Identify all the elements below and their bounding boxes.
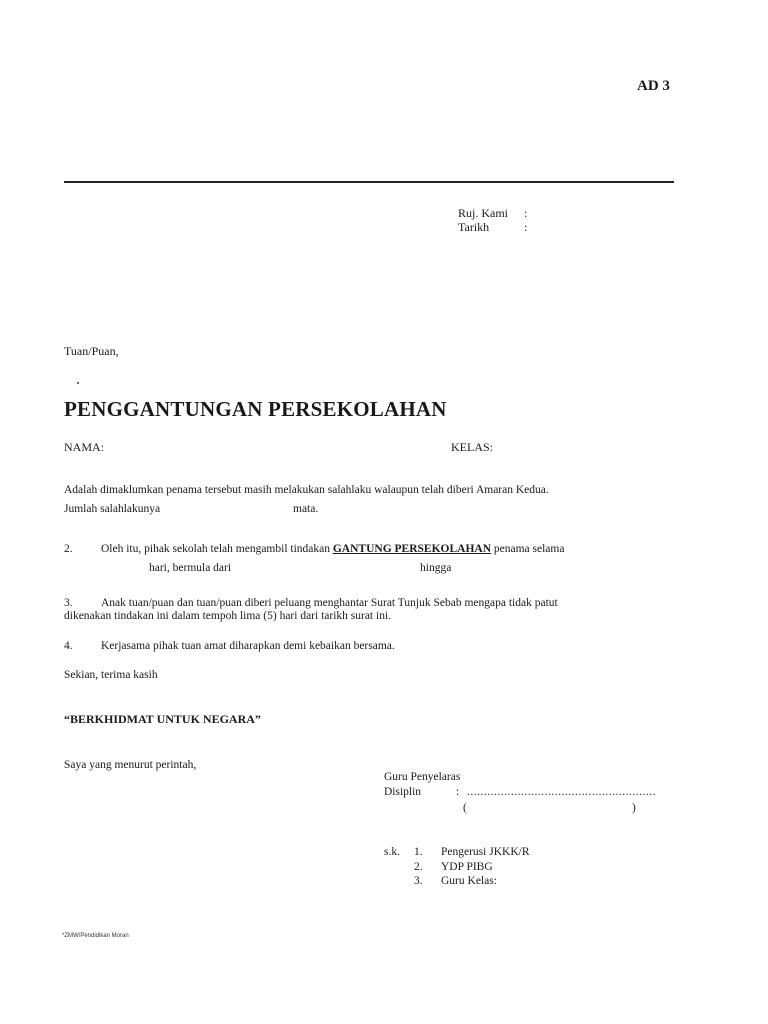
sk-item-2-text: YDP PIBG — [441, 861, 493, 873]
para3-line1: Anak tuan/puan dan tuan/puan diberi peluang menghantar Surat Tunjuk Sebab mengapa tidak patut — [101, 597, 558, 609]
header-divider — [64, 181, 674, 183]
sk-item-3-text: Guru Kelas: — [441, 875, 497, 887]
jumlah-label: Jumlah salahlakunya — [64, 503, 161, 515]
para1-line1: Adalah dimaklumkan penama tersebut masih melakukan salahlaku walaupun telah diberi Amaran Kedua. — [64, 484, 549, 496]
scan-speck — [77, 382, 79, 384]
name-close-paren: ) — [632, 802, 636, 814]
tarikh-colon: : — [524, 220, 528, 234]
sk-label: s.k. — [384, 846, 400, 858]
mata-label: mata. — [293, 503, 319, 515]
kelas-label: KELAS: — [451, 440, 493, 454]
signature-line: ........................................................ — [467, 786, 656, 798]
para3-line2: dikenakan tindakan ini dalam tempoh lima (5) hari dari tarikh surat ini. — [64, 610, 392, 622]
gantung-emphasis: GANTUNG PERSEKOLAHAN — [332, 543, 492, 555]
para4-number: 4. — [64, 640, 73, 652]
hari-label: hari, bermula dari — [149, 562, 232, 574]
para3-number: 3. — [64, 597, 73, 609]
signatory-colon: : — [456, 786, 460, 798]
ruj-kami-label: Ruj. Kami — [458, 206, 508, 220]
sk-item-1-text: Pengerusi JKKK/R — [441, 846, 530, 858]
footer-note: *ZMW/Pendidikan Moran — [62, 933, 129, 939]
signatory-disiplin: Disiplin — [384, 786, 422, 798]
slogan: “BERKHIDMAT UNTUK NEGARA” — [64, 712, 261, 726]
closing: Sekian, terima kasih — [64, 669, 158, 681]
signatory-role: Guru Penyelaras — [384, 771, 461, 783]
para2-number: 2. — [64, 543, 73, 555]
name-open-paren: ( — [463, 802, 467, 814]
tarikh-label: Tarikh — [458, 220, 490, 234]
salutation: Tuan/Puan, — [64, 344, 119, 358]
para2-text-before: Oleh itu, pihak sekolah telah mengambil tindakan — [101, 543, 333, 555]
para4-text: Kerjasama pihak tuan amat diharapkan demi kebaikan bersama. — [101, 640, 395, 652]
sk-item-2-number: 2. — [414, 861, 423, 873]
hingga-label: hingga — [420, 562, 452, 574]
ruj-kami-colon: : — [524, 206, 528, 220]
para2-text-after: penama selama — [491, 543, 565, 555]
nama-label: NAMA: — [64, 440, 105, 454]
document-title: PENGGANTUNGAN PERSEKOLAHAN — [64, 397, 447, 421]
document-code: AD 3 — [637, 78, 670, 94]
sk-item-3-number: 3. — [414, 875, 423, 887]
para2-line1 — [101, 543, 564, 555]
sk-item-1-number: 1. — [414, 846, 423, 858]
saya-line: Saya yang menurut perintah, — [64, 759, 197, 771]
